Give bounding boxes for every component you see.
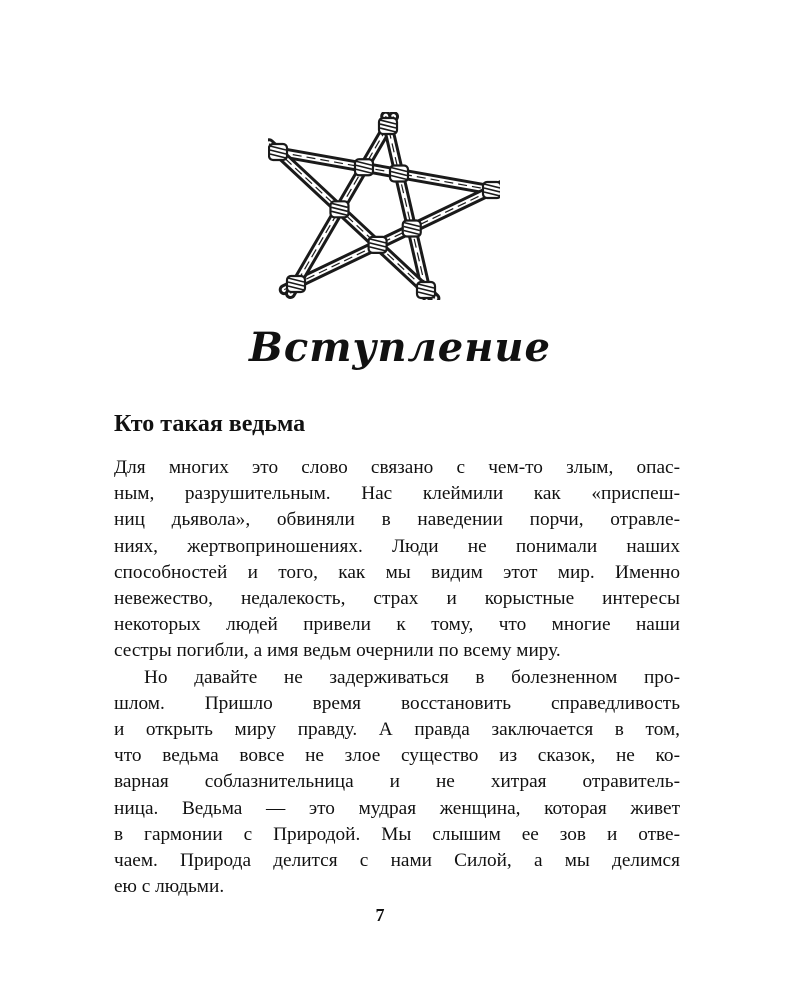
text-line: сестры погибли, а имя ведьм очернили по всему миру. [114,640,561,662]
text-line: шлом. Пришло время восстановить справедливость [114,692,680,714]
twine-knot [417,282,435,298]
body-text [114,455,680,900]
chapter-title: Вступление [249,324,551,371]
text-line: ным, разрушительным. Нас клеймили как «приспеш- [114,483,680,505]
text-line: ниях, жертвоприношениях. Люди не понимали наших [114,535,680,557]
twine-knot [403,220,421,236]
twine-knot [287,276,305,292]
text-line: чаем. Природа делится с нами Силой, а мы делимся [114,850,680,872]
twine-knot [483,182,500,198]
text-line: некоторых людей привели к тому, что многие наши [114,614,680,636]
twig-group [268,116,500,300]
text-line: ею с людьми. [114,876,225,898]
twine-knot [390,165,408,181]
paragraph-1 [114,455,680,665]
text-line: варная соблазнительница и не хитрая отравитель- [114,771,680,793]
twine-knot [369,237,387,253]
text-line: Но давайте не задерживаться в болезненном про- [144,666,680,688]
section-heading: Кто такая ведьма [114,411,306,437]
text-line: в гармонии с Природой. Мы слышим ее зов и отве- [114,823,680,845]
twig-pentagram-icon [268,112,500,300]
twine-knot [330,201,348,217]
page-number: 7 [375,905,385,925]
text-line: ница. Ведьма — это мудрая женщина, которая живет [114,797,680,819]
twine-knot [379,118,397,134]
twine-knot [355,159,373,175]
twig-core [284,184,500,289]
text-line: и открыть миру правду. А правда заключается в том, [114,719,680,741]
text-line: способностей и того, как мы видим этот мир. Именно [114,561,680,583]
text-line: ниц дьявола», обвиняли в наведении порчи, отравле- [114,509,680,531]
twine-knot [269,144,287,160]
text-line: Для многих это слово связано с чем-то злым, опас- [114,457,680,478]
paragraph-2 [114,665,680,901]
text-line: невежество, недалекость, страх и корыстные интересы [114,588,680,610]
text-line: что ведьма вовсе не злое существо из сказок, не ко- [114,745,680,767]
